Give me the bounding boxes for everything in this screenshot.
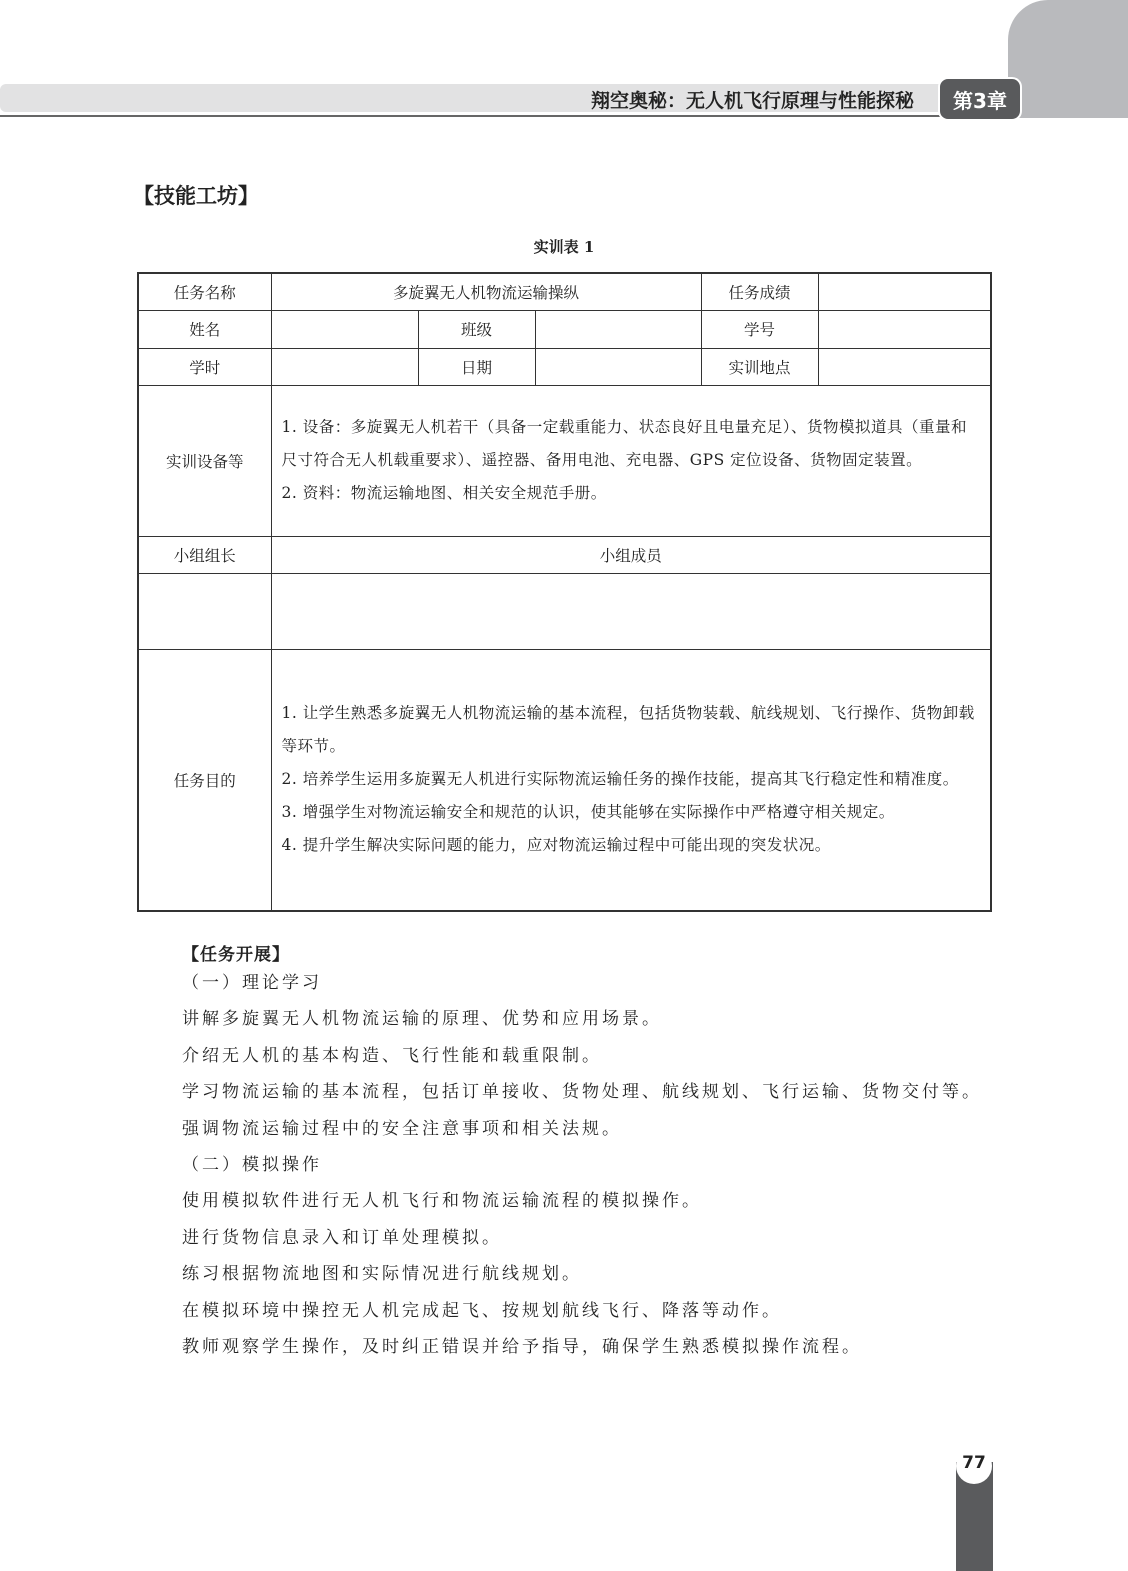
header-divider (0, 115, 1010, 117)
date-cell (535, 348, 701, 385)
date-label: 日期 (418, 348, 535, 385)
place-label: 实训地点 (701, 348, 818, 385)
paragraph: 进行货物信息录入和订单处理模拟。 (182, 1227, 502, 1248)
chapter-badge: 第3章 (938, 77, 1022, 121)
equipment-label: 实训设备等 (138, 385, 271, 536)
paragraph: （二）模拟操作 (182, 1155, 322, 1176)
header-tab-decoration (1008, 0, 1128, 118)
equipment-item: 1. 设备：多旋翼无人机若干（具备一定载重能力、状态良好且电量充足）、货物模拟道具（重量和尺寸符合无人机载重要求）、遥控器、备用电池、充电器、GPS 定位设备、货物固定装置。 (281, 418, 967, 469)
leader-label: 小组组长 (138, 536, 271, 573)
goal-cell (271, 649, 991, 911)
paragraph: 学习物流运输的基本流程，包括订单接收、货物处理、航线规划、飞行运输、货物交付等。 (182, 1082, 982, 1103)
equipment-cell (271, 385, 991, 536)
equipment-item: 2. 资料：物流运输地图、相关安全规范手册。 (281, 484, 607, 502)
name-label: 姓名 (138, 310, 271, 348)
task-name: 多旋翼无人机物流运输操纵 (271, 273, 701, 310)
page-number: 77 (956, 1448, 992, 1484)
paragraph: 练习根据物流地图和实际情况进行航线规划。 (182, 1264, 582, 1285)
class-label: 班级 (418, 310, 535, 348)
training-table (137, 272, 992, 912)
goal-item: 3. 增强学生对物流运输安全和规范的认识，使其能够在实际操作中严格遵守相关规定。 (281, 803, 895, 822)
task-name-label: 任务名称 (138, 273, 271, 310)
paragraph: 讲解多旋翼无人机物流运输的原理、优势和应用场景。 (182, 1009, 662, 1030)
section-heading: 【技能工坊】 (133, 184, 259, 208)
paragraph: 使用模拟软件进行无人机飞行和物流运输流程的模拟操作。 (182, 1191, 702, 1212)
name-cell (271, 310, 418, 348)
body-text (137, 940, 992, 1365)
members-label: 小组成员 (271, 536, 991, 573)
place-cell (818, 348, 991, 385)
hours-cell (271, 348, 418, 385)
subsection-heading: 【任务开展】 (182, 945, 290, 965)
members-cell (271, 573, 991, 649)
class-cell (535, 310, 701, 348)
goal-item: 2. 培养学生运用多旋翼无人机进行实际物流运输任务的操作技能，提高其飞行稳定性和精准度。 (281, 770, 959, 789)
goal-item: 1. 让学生熟悉多旋翼无人机物流运输的基本流程，包括货物装载、航线规划、飞行操作、货物卸载等环节。 (281, 704, 975, 756)
score-label: 任务成绩 (701, 273, 818, 310)
id-cell (818, 310, 991, 348)
table-caption: 实训表 1 (533, 238, 595, 256)
paragraph: 强调物流运输过程中的安全注意事项和相关法规。 (182, 1118, 622, 1139)
book-title: 翔空奥秘：无人机飞行原理与性能探秘 (590, 90, 914, 112)
goal-item: 4. 提升学生解决实际问题的能力，应对物流运输过程中可能出现的突发状况。 (281, 836, 831, 855)
paragraph: 介绍无人机的基本构造、飞行性能和载重限制。 (182, 1045, 602, 1066)
hours-label: 学时 (138, 348, 271, 385)
paragraph: （一）理论学习 (182, 973, 322, 993)
score-cell (818, 273, 991, 310)
id-label: 学号 (701, 310, 818, 348)
paragraph: 教师观察学生操作，及时纠正错误并给予指导，确保学生熟悉模拟操作流程。 (182, 1337, 862, 1358)
paragraph: 在模拟环境中操控无人机完成起飞、按规划航线飞行、降落等动作。 (182, 1300, 782, 1321)
goal-label: 任务目的 (138, 649, 271, 911)
leader-cell (138, 573, 271, 649)
